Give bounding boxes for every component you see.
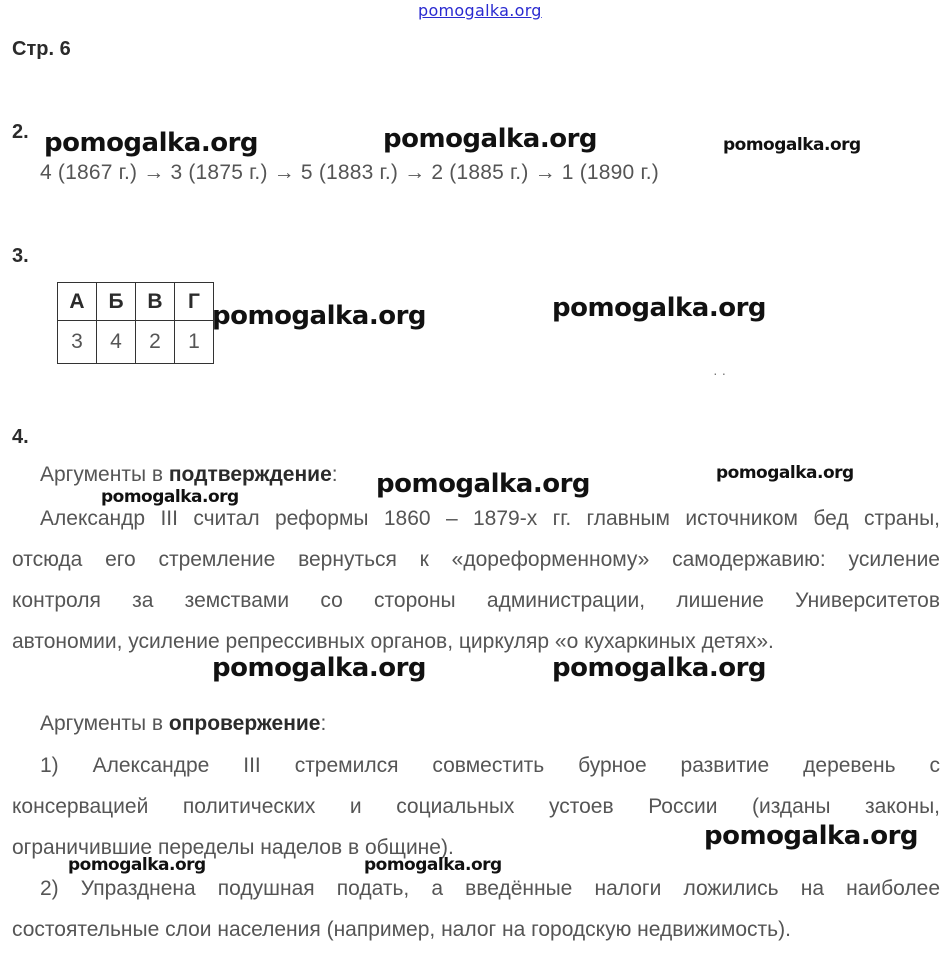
answer-table-header-row <box>58 283 214 321</box>
answer-table-value-cell: 2 <box>136 321 175 364</box>
pro-line-4: автономии, усиление репрессивных органов, циркуляр «о кухаркиных детях». <box>12 630 774 653</box>
watermark: pomogalka.org <box>552 653 767 683</box>
page-title: Стр. 6 <box>12 38 71 60</box>
watermark: pomogalka.org <box>716 463 854 483</box>
watermark: pomogalka.org <box>383 124 598 154</box>
watermark: pomogalka.org <box>212 653 427 683</box>
question-2-number: 2. <box>12 121 29 143</box>
con-item-1-line-1: 1) Александре III стремился совместить бурное развитие деревень с <box>40 754 940 777</box>
pro-heading-bold: подтверждение <box>168 463 332 486</box>
con-heading-prefix: Аргументы в <box>40 712 169 735</box>
watermark: pomogalka.org <box>376 469 591 499</box>
watermark: pomogalka.org <box>364 855 502 875</box>
pro-line-1: Александр III считал реформы 1860 – 1879-х гг. главным источником бед страны, <box>40 507 940 530</box>
pro-heading-prefix: Аргументы в <box>40 463 169 486</box>
pro-line-2: отсюда его стремление вернуться к «дореформенному» самодержавию: усиление <box>12 548 940 571</box>
answer-table-header-cell: В <box>136 283 175 321</box>
watermark: pomogalka.org <box>101 487 239 507</box>
watermark: pomogalka.org <box>704 821 919 851</box>
con-item-1-line-2: консервацией политических и социальных устоев России (изданы законы, <box>12 795 940 818</box>
pro-arguments-heading <box>40 463 338 487</box>
answer-table-value-cell: 3 <box>58 321 97 364</box>
watermark: pomogalka.org <box>552 293 767 323</box>
question-3-number: 3. <box>12 245 29 267</box>
question-4-number: 4. <box>12 426 29 448</box>
site-link[interactable]: pomogalka.org <box>418 1 542 20</box>
answer-table-value-cell: 1 <box>175 321 214 364</box>
question-2-sequence: 4 (1867 г.) → 3 (1875 г.) → 5 (1883 г.) → 2 (1885 г.) → 1 (1890 г.) <box>40 161 659 184</box>
answer-table-header-cell: А <box>58 283 97 321</box>
answer-table-header-cell: Г <box>175 283 214 321</box>
con-item-1-line-3: ограничившие переделы наделов в общине). <box>12 836 454 859</box>
con-heading-bold: опровержение <box>168 712 321 735</box>
watermark: pomogalka.org <box>212 301 427 331</box>
answer-table <box>57 282 214 364</box>
watermark: pomogalka.org <box>723 135 861 155</box>
watermark: pomogalka.org <box>68 855 206 875</box>
con-heading-suffix: : <box>320 712 327 735</box>
con-item-2-line-2: состоятельные слои населения (например, налог на городскую недвижимость). <box>12 918 791 941</box>
con-item-2-line-1: 2) Упразднена подушная подать, а введённые налоги ложились на наиболее <box>40 877 940 900</box>
answer-table-value-cell: 4 <box>97 321 136 364</box>
pro-line-3: контроля за земствами со стороны администрации, лишение Университетов <box>12 589 940 612</box>
answer-table-value-row <box>58 321 214 364</box>
stray-dots: · · <box>713 365 727 381</box>
watermark: pomogalka.org <box>44 128 259 158</box>
pro-heading-suffix: : <box>331 463 338 486</box>
answer-table-header-cell: Б <box>97 283 136 321</box>
con-arguments-heading <box>40 712 326 736</box>
